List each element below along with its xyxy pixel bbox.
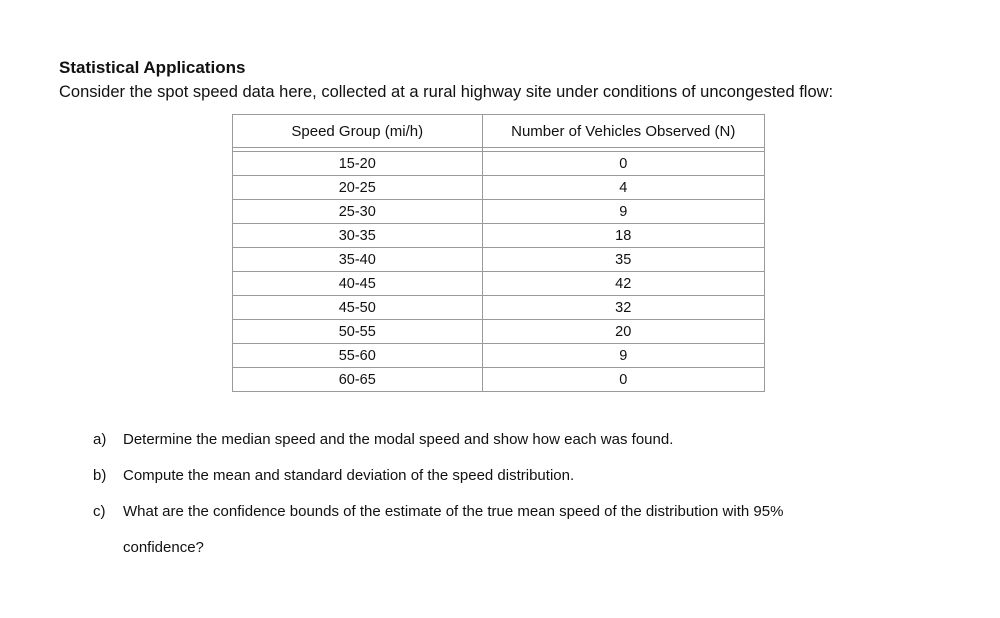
speed-group-cell: 25-30 xyxy=(233,200,483,224)
table-row xyxy=(233,224,765,248)
table-row xyxy=(233,152,765,176)
speed-group-cell: 35-40 xyxy=(233,248,483,272)
vehicle-count-cell: 9 xyxy=(482,200,765,224)
question-text: What are the confidence bounds of the estimate of the true mean speed of the distribution with 95% xyxy=(123,503,784,520)
vehicle-count-cell: 32 xyxy=(482,296,765,320)
question-letter: c) xyxy=(93,503,106,520)
vehicle-count-cell: 0 xyxy=(482,152,765,176)
table-header-row xyxy=(233,115,765,148)
vehicle-count-cell: 18 xyxy=(482,224,765,248)
table-row xyxy=(233,320,765,344)
question-text: Determine the median speed and the modal speed and show how each was found. xyxy=(123,431,674,448)
speed-group-cell: 20-25 xyxy=(233,176,483,200)
header-speed-group: Speed Group (mi/h) xyxy=(233,115,483,148)
vehicle-count-cell: 9 xyxy=(482,344,765,368)
table-row xyxy=(233,272,765,296)
speed-group-cell: 45-50 xyxy=(233,296,483,320)
speed-data-table xyxy=(232,114,765,392)
speed-group-cell: 60-65 xyxy=(233,368,483,392)
table-row xyxy=(233,296,765,320)
speed-group-cell: 30-35 xyxy=(233,224,483,248)
question-letter: b) xyxy=(93,467,107,484)
vehicle-count-cell: 0 xyxy=(482,368,765,392)
speed-group-cell: 50-55 xyxy=(233,320,483,344)
speed-group-cell: 40-45 xyxy=(233,272,483,296)
table-row xyxy=(233,176,765,200)
section-title: Statistical Applications xyxy=(59,58,246,77)
table-row xyxy=(233,368,765,392)
vehicle-count-cell: 20 xyxy=(482,320,765,344)
intro-text: Consider the spot speed data here, collected at a rural highway site under conditions of uncongested flow: xyxy=(59,83,834,101)
table-row xyxy=(233,344,765,368)
question-letter: a) xyxy=(93,431,107,448)
question-c-continuation: confidence? xyxy=(123,539,204,556)
table-row xyxy=(233,200,765,224)
header-vehicle-count: Number of Vehicles Observed (N) xyxy=(482,115,765,148)
vehicle-count-cell: 35 xyxy=(482,248,765,272)
speed-group-cell: 15-20 xyxy=(233,152,483,176)
vehicle-count-cell: 42 xyxy=(482,272,765,296)
question-text: Compute the mean and standard deviation of the speed distribution. xyxy=(123,467,575,484)
vehicle-count-cell: 4 xyxy=(482,176,765,200)
table-row xyxy=(233,248,765,272)
speed-group-cell: 55-60 xyxy=(233,344,483,368)
